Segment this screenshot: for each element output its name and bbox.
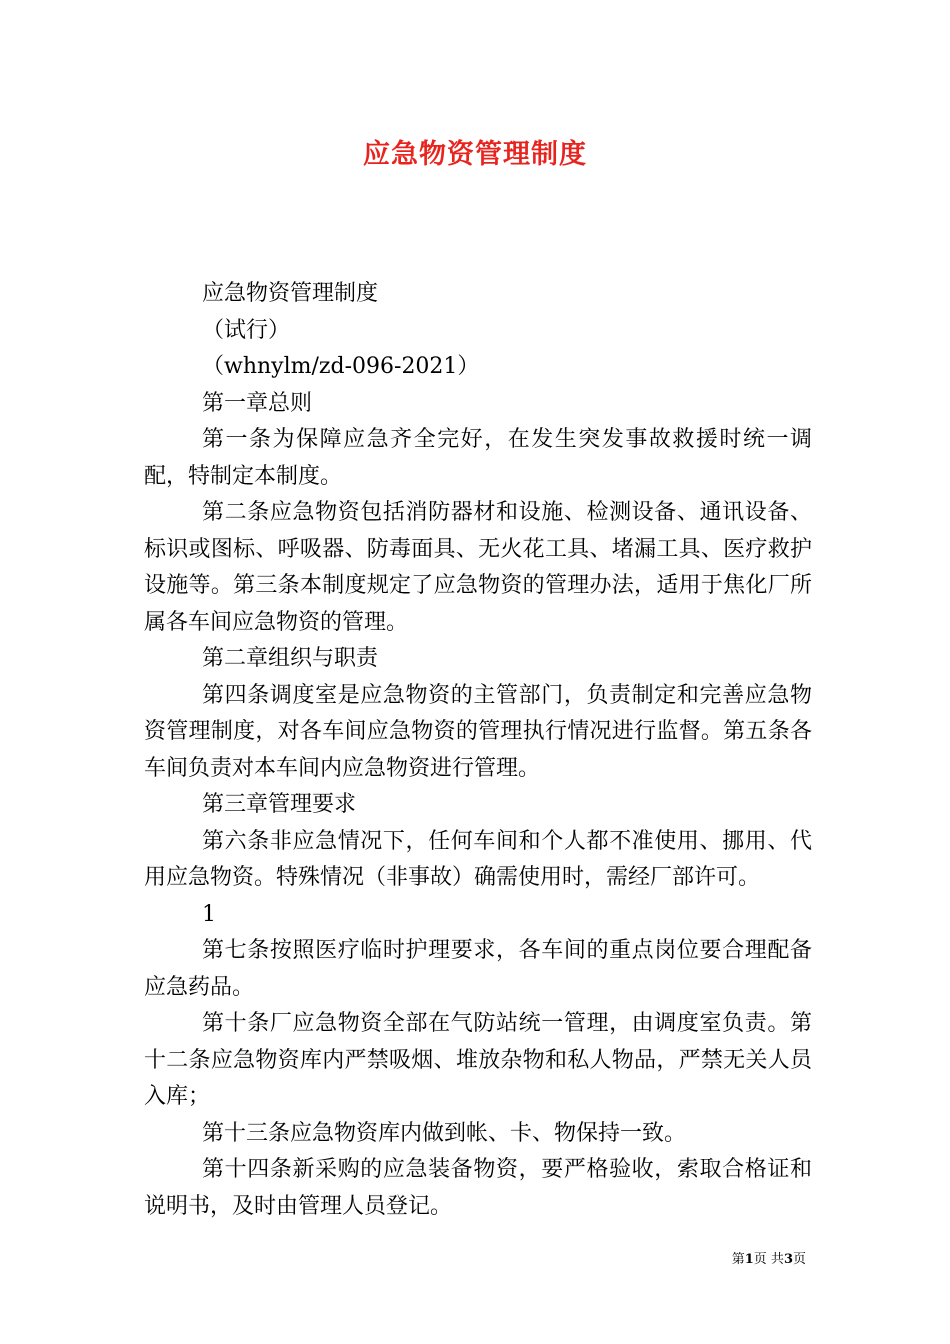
document-title: 应急物资管理制度 xyxy=(363,139,587,170)
paragraph-trial-note: （试行） xyxy=(202,317,291,343)
footer-prefix: 第 xyxy=(731,1252,745,1267)
article-14: 第十四条新采购的应急装备物资，要严格验收，索取合格证和说明书，及时由管理人员登记。 xyxy=(144,1157,812,1219)
page-footer xyxy=(732,1248,806,1267)
inline-page-number: 1 xyxy=(202,901,216,927)
footer-middle: 页 共 xyxy=(753,1252,784,1267)
article-13: 第十三条应急物资库内做到帐、卡、物保持一致。 xyxy=(202,1120,687,1146)
article-10-12: 第十条厂应急物资全部在气防站统一管理，由调度室负责。第十二条应急物资库内严禁吸烟、堆放杂物和私人物品，严禁无关人员入库； xyxy=(144,1011,812,1109)
footer-suffix: 页 xyxy=(792,1252,806,1267)
document-body xyxy=(144,276,812,1225)
footer-total-pages: 3 xyxy=(783,1252,793,1267)
chapter-2-heading: 第二章组织与职责 xyxy=(202,646,379,671)
article-6: 第六条非应急情况下，任何车间和个人都不准使用、挪用、代用应急物资。特殊情况（非事故）确需使用时，需经厂部许可。 xyxy=(144,828,812,890)
chapter-3-heading: 第三章管理要求 xyxy=(202,792,357,817)
article-4-5: 第四条调度室是应急物资的主管部门，负责制定和完善应急物资管理制度，对各车间应急物资的管理执行情况进行监督。第五条各车间负责对本车间内应急物资进行管理。 xyxy=(144,682,812,781)
paragraph-heading: 应急物资管理制度 xyxy=(202,281,379,306)
chapter-1-heading: 第一章总则 xyxy=(202,390,313,416)
footer-current-page: 1 xyxy=(744,1252,754,1267)
article-1: 第一条为保障应急齐全完好，在发生突发事故救援时统一调配，特制定本制度。 xyxy=(144,427,812,489)
article-7: 第七条按照医疗临时护理要求，各车间的重点岗位要合理配备应急药品。 xyxy=(144,938,812,1000)
article-2-3: 第二条应急物资包括消防器材和设施、检测设备、通讯设备、标识或图标、呼吸器、防毒面具、无火花工具、堵漏工具、医疗救护设施等。第三条本制度规定了应急物资的管理办法，适用于焦化厂所属各车间应急物资的管理。 xyxy=(144,500,812,635)
paragraph-document-code: （whnylm/zd-096-2021） xyxy=(202,354,480,379)
